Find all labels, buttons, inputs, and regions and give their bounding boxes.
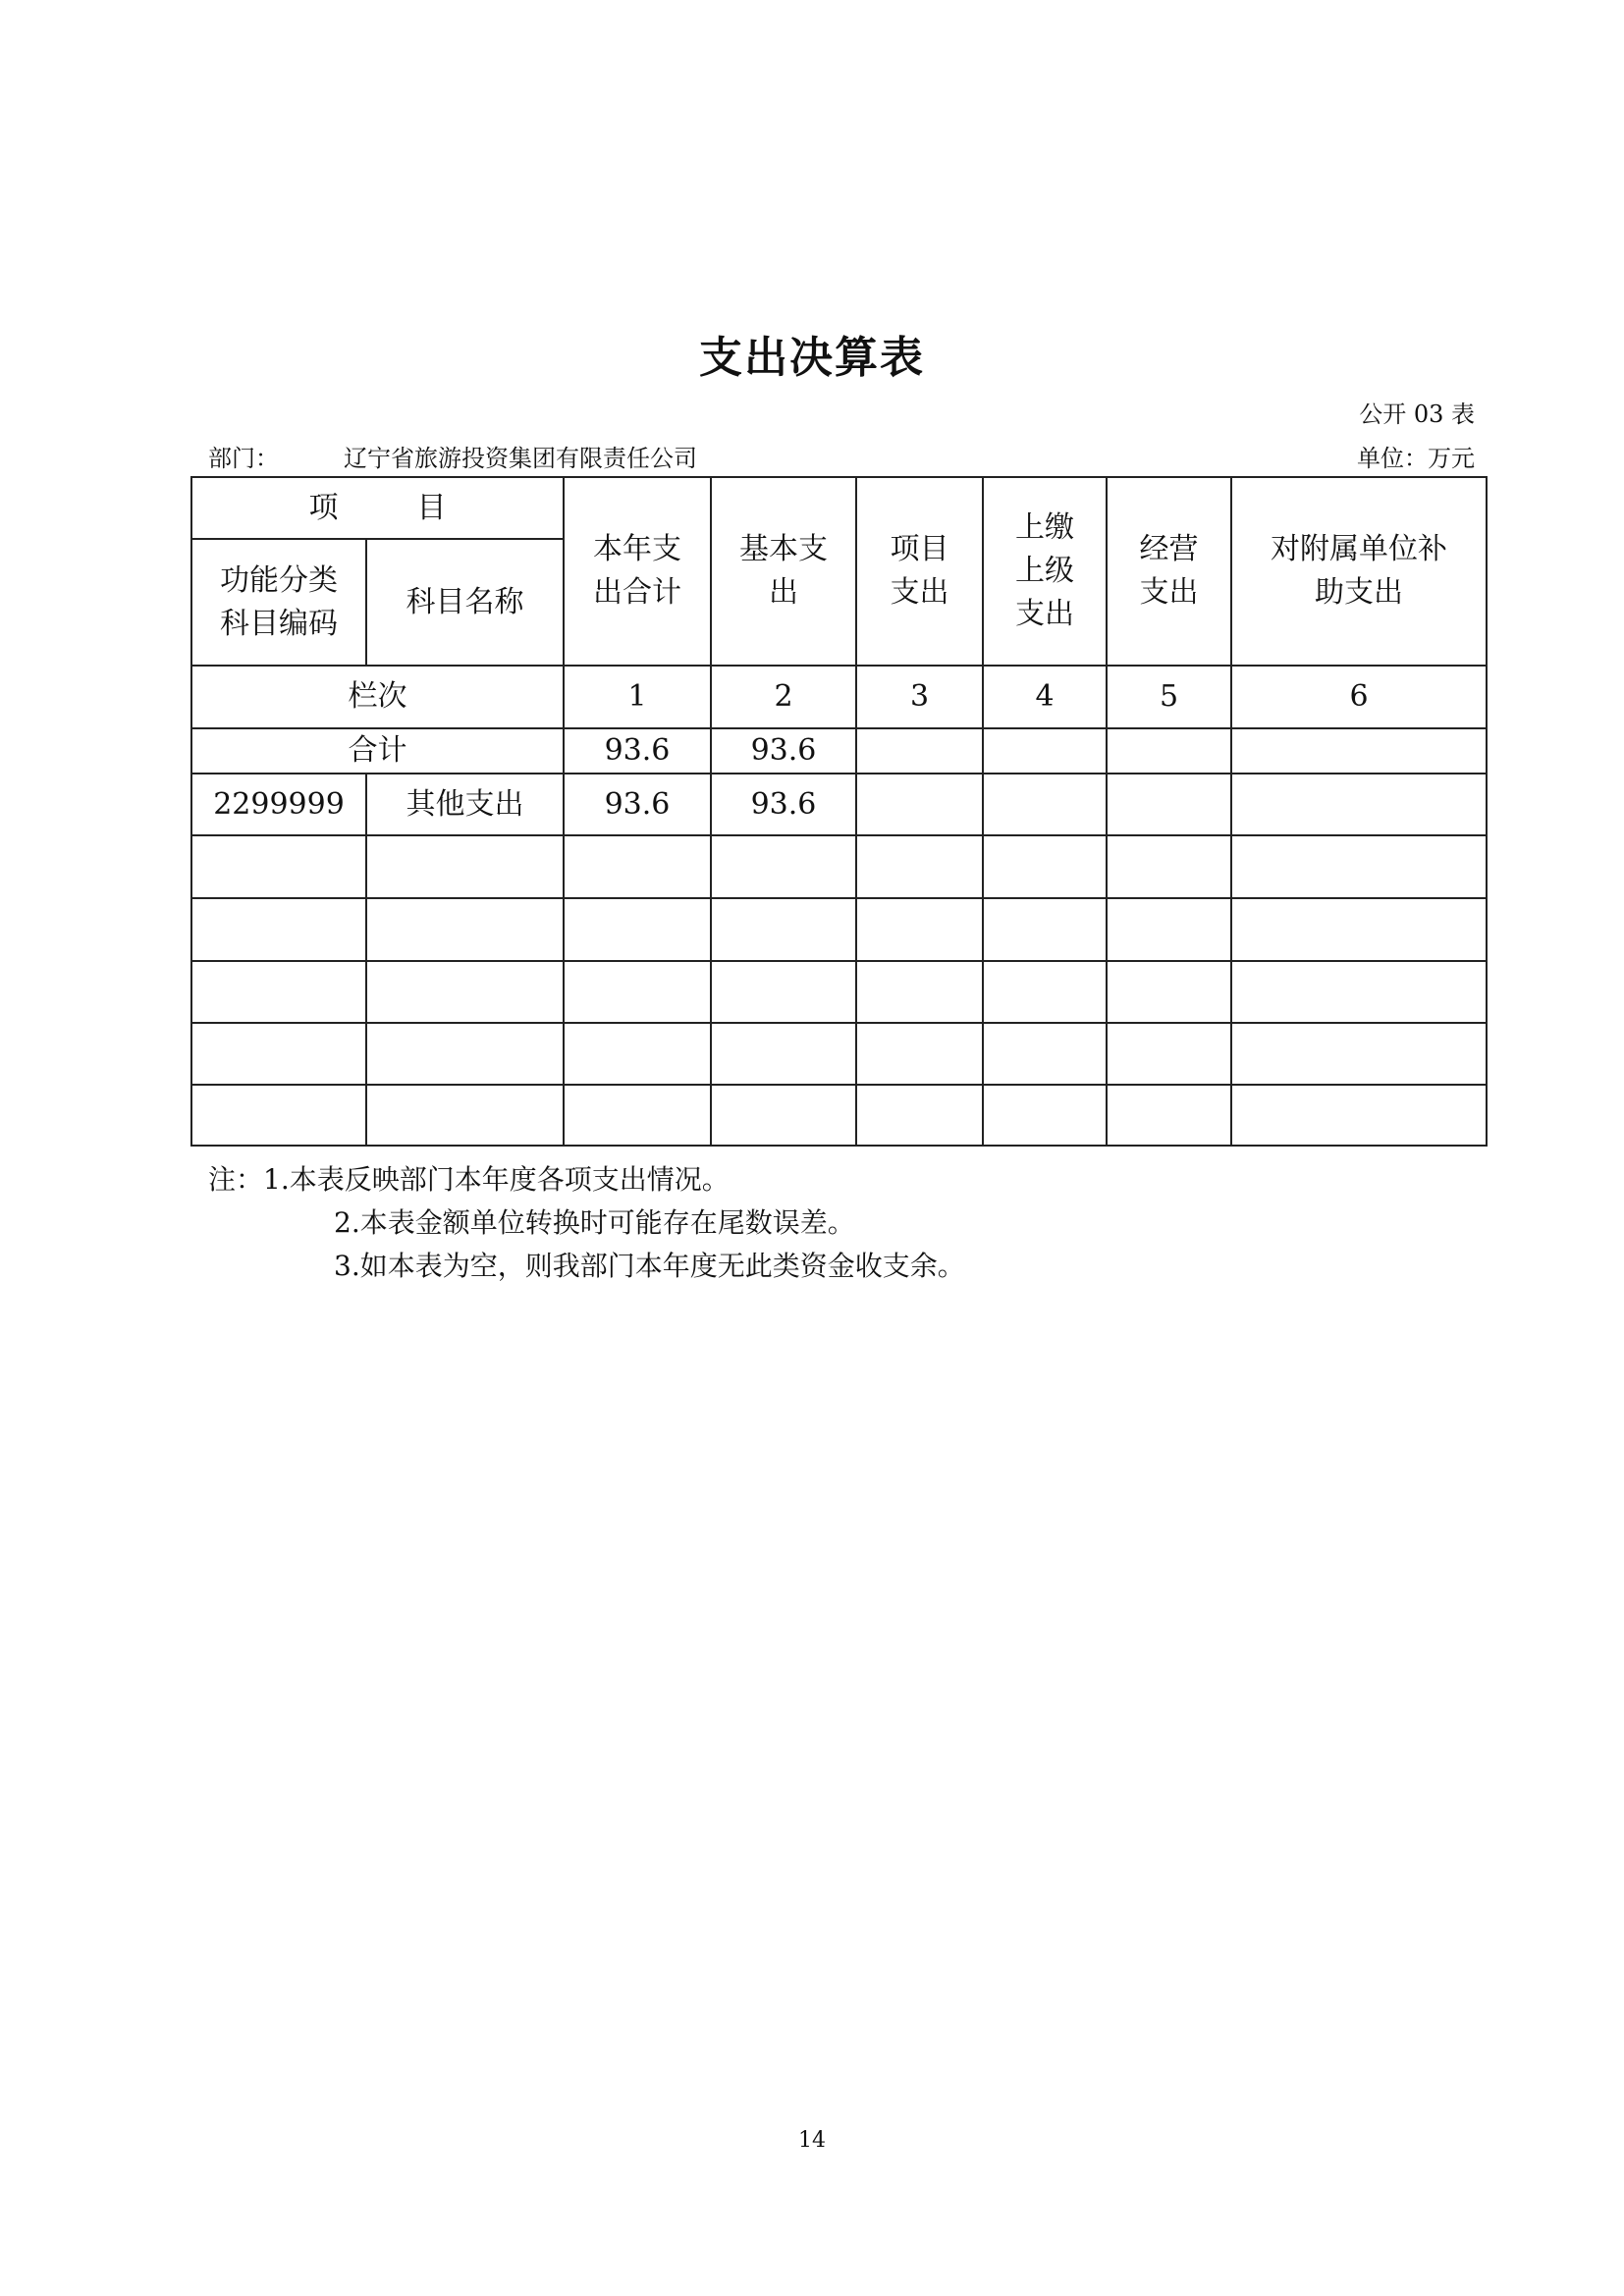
name-cell: 其他支出 [366, 774, 564, 835]
cell [856, 728, 983, 774]
header-subsidy: 对附属单位补 助支出 [1231, 477, 1487, 666]
note-item [208, 1158, 965, 1201]
code-cell: 2299999 [191, 774, 366, 835]
header-row-1 [191, 477, 1487, 539]
cell [856, 774, 983, 835]
cell: 93.6 [564, 774, 711, 835]
cell: 4 [983, 666, 1107, 728]
table-row [191, 835, 1487, 898]
table-row [191, 774, 1487, 835]
cell: 93.6 [564, 728, 711, 774]
cell [983, 835, 1107, 898]
table-row [191, 1085, 1487, 1146]
table-row [191, 961, 1487, 1023]
cell [1231, 1085, 1487, 1146]
cell [1107, 1023, 1231, 1085]
cell [1107, 961, 1231, 1023]
cell [1107, 1085, 1231, 1146]
cell [564, 898, 711, 961]
department-label: 部门： [208, 445, 279, 472]
cell [564, 1023, 711, 1085]
cell [1107, 774, 1231, 835]
department-name: 辽宁省旅游投资集团有限责任公司 [344, 445, 697, 472]
code-cell [191, 1085, 366, 1146]
header-code: 功能分类 科目编码 [191, 539, 366, 666]
table-row [191, 898, 1487, 961]
code-cell [191, 898, 366, 961]
cell: 5 [1107, 666, 1231, 728]
cell [983, 1085, 1107, 1146]
expense-table [190, 476, 1488, 1147]
cell [983, 961, 1107, 1023]
column-index-row [191, 666, 1487, 728]
header-project: 项目 支出 [856, 477, 983, 666]
note-item: 2.本表金额单位转换时可能存在尾数误差。 [334, 1206, 855, 1239]
cell [711, 898, 856, 961]
note-text: 1.本表反映部门本年度各项支出情况。 [263, 1163, 730, 1196]
cell [1231, 728, 1487, 774]
cell: 6 [1231, 666, 1487, 728]
cell: 3 [856, 666, 983, 728]
cell [564, 961, 711, 1023]
header-upper: 上缴 上级 支出 [983, 477, 1107, 666]
table-row [191, 1023, 1487, 1085]
code-cell [191, 835, 366, 898]
cell [856, 898, 983, 961]
page-title: 支出决算表 [699, 333, 925, 383]
cell [983, 898, 1107, 961]
cell [983, 774, 1107, 835]
notes [208, 1158, 965, 1288]
cell: 93.6 [711, 728, 856, 774]
header-name: 科目名称 [366, 539, 564, 666]
cell [711, 1085, 856, 1146]
name-cell [366, 1085, 564, 1146]
cell: 1 [564, 666, 711, 728]
cell [564, 1085, 711, 1146]
code-cell [191, 961, 366, 1023]
cell [711, 1023, 856, 1085]
unit-label: 单位：万元 [1357, 445, 1475, 472]
name-cell [366, 961, 564, 1023]
cell [1231, 898, 1487, 961]
name-cell [366, 835, 564, 898]
cell [856, 835, 983, 898]
column-index-label: 栏次 [191, 666, 564, 728]
cell [1231, 835, 1487, 898]
cell [983, 1023, 1107, 1085]
total-row [191, 728, 1487, 774]
cell [1107, 835, 1231, 898]
name-cell [366, 898, 564, 961]
cell [711, 961, 856, 1023]
cell [1231, 961, 1487, 1023]
total-label: 合计 [191, 728, 564, 774]
cell [711, 835, 856, 898]
name-cell [366, 1023, 564, 1085]
cell: 93.6 [711, 774, 856, 835]
note-item: 3.如本表为空，则我部门本年度无此类资金收支余。 [334, 1250, 965, 1282]
cell [856, 1085, 983, 1146]
form-number: 公开 03 表 [1359, 400, 1475, 428]
page-number: 14 [798, 2128, 826, 2153]
cell: 2 [711, 666, 856, 728]
cell [1231, 1023, 1487, 1085]
header-total: 本年支 出合计 [564, 477, 711, 666]
cell [1107, 728, 1231, 774]
cell [564, 835, 711, 898]
code-cell [191, 1023, 366, 1085]
cell [856, 961, 983, 1023]
cell [856, 1023, 983, 1085]
cell [1107, 898, 1231, 961]
header-business: 经营 支出 [1107, 477, 1231, 666]
notes-prefix: 注： [208, 1163, 264, 1196]
cell [983, 728, 1107, 774]
header-item-group: 项 目 [191, 477, 564, 539]
header-basic: 基本支 出 [711, 477, 856, 666]
cell [1231, 774, 1487, 835]
